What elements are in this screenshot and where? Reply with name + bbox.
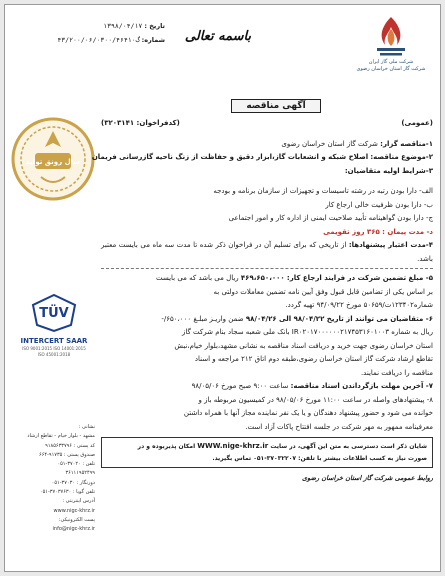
condition-line: د- مدت پیمان : ۳۶۵ روز تقویمی bbox=[323, 227, 433, 236]
tender-type-row bbox=[101, 117, 433, 131]
org-subtitle: شرکت ملی گاز ایران bbox=[368, 59, 414, 65]
address-line: مشهد - بلوار خیام - تقاطع ارشاد bbox=[27, 433, 95, 440]
sticker-text: سال رونق تولید bbox=[25, 158, 81, 166]
address-line: کد پستی : ۹۱۸۵۶۳۳۷۹۶ bbox=[45, 442, 95, 449]
condition-line: الف- دارا بودن رتبه در رشته تاسیسات و تجهیزات از سازمان برنامه و بودجه bbox=[213, 187, 433, 195]
tender-body bbox=[91, 99, 433, 486]
tender-title: آگهی مناقصه bbox=[231, 99, 321, 113]
contact-address bbox=[11, 423, 95, 535]
eligibility-line: مناقصه را دریافت نمایند. bbox=[360, 368, 433, 377]
left-sidebar bbox=[11, 117, 95, 562]
number-label: شماره: bbox=[141, 36, 165, 44]
opening-line: معرفینامه ممهور به مهر شرکت در جلسه افتتاح پاکات آزاد است. bbox=[245, 422, 433, 431]
date-value: ۱۳۹۸/۰۴/۱۷ bbox=[103, 22, 143, 30]
letter-metadata bbox=[15, 19, 165, 47]
item-opening: ۸- پیشنهادهای واصله در ساعت ۱۱:۰۰ مورخ ۹۸/۰۵/۰۶ در کمیسیون مربوطه باز و bbox=[198, 395, 433, 404]
eligibility-line: ریال به شماره IR۰۲۰۱۷۰۰۰۰۰۰۲۱۷۴۵۳۱۶۰۱۰۰۳ بانک ملی شعبه سجاد بنام شرکت گاز bbox=[181, 328, 433, 336]
tender-letter bbox=[4, 4, 441, 572]
address-line: ۳۶۱۱۱۹۵۲۴۹۹ bbox=[65, 470, 95, 477]
item-tenderer: ۱-مناقصه گزار: شرکت گاز استان خراسان رضوی bbox=[281, 139, 433, 148]
guarantee-line: بر اساس یکی از تضامین قابل قبول وفق آیین نامه تضمین معاملات دولتی به bbox=[213, 287, 433, 296]
tuv-certificate bbox=[19, 293, 89, 358]
year-slogan-sticker-icon bbox=[11, 117, 95, 201]
tender-type: (عمومی) bbox=[401, 119, 433, 127]
company-logo bbox=[352, 15, 430, 73]
gas-flame-logo-icon bbox=[371, 15, 411, 59]
address-email-link[interactable]: info@nigc-khrz.ir bbox=[52, 526, 95, 533]
address-website-link[interactable]: www.nigc-khrz.ir bbox=[53, 507, 95, 514]
tuv-subtitle: INTERCERT SAAR bbox=[20, 337, 88, 345]
date-label: تاریخ : bbox=[144, 22, 165, 30]
website-link[interactable]: WWW.nige-khrz.ir bbox=[197, 442, 269, 450]
address-line: آدرس اینترنتی : bbox=[62, 498, 95, 505]
condition-line: ب- دارا بودن ظرفیت خالی ارجاع کار bbox=[325, 200, 433, 209]
guarantee-line: شماره۱۲۳۴۰۲ت/۵۰۶۵۹ مورخ ۹۴/۰۹/۲۲ تهیه گردد. bbox=[285, 301, 433, 309]
item-validity: ۴-مدت اعتبار پیشنهادها: از تاریخی که برای تسلیم آن در فراخوان ذکر شده تا مدت سه ماه می بایست معتبر باشد. bbox=[101, 241, 433, 263]
address-line: تلفن : ۳۷۰۲۰-۰۵۱ bbox=[57, 461, 95, 468]
item-conditions: ۳-شرایط اولیه متقاضیان: bbox=[344, 166, 433, 175]
basmala-heading: باسمه تعالی bbox=[184, 29, 252, 44]
address-line: دورنگار : ۳۷۰۳۰-۰۵۱ bbox=[51, 479, 95, 486]
eligibility-line: استان خراسان رضوی جهت خرید و دریافت اسناد مناقصه به نشانی مشهد،بلوار خیام،نبش bbox=[174, 341, 433, 350]
item-guarantee: ۵- مبلغ تضمین شرکت در فرایند ارجاع کار: ۴۶۹،۶۵۰،۰۰۰ ریال می باشد که می بایست bbox=[155, 274, 433, 282]
item-subject: ۲-موضوع مناقصه: اصلاح شبکه و انشعابات گاز،ابزار دقیق و حفاظت از زنگ ناحیه گازرسانی فریمان bbox=[91, 153, 433, 161]
tuv-cert-list: ISO 9001:2015 ISO 14001:2015 ISO 45001:2018 bbox=[22, 346, 86, 357]
public-relations-signature: روابط عمومی شرکت گاز استان خراسان رضوی bbox=[302, 474, 433, 482]
footer-notice: شایان ذکر است دسترسی به متن این آگهی، در سایت WWW.nige-khrz.ir امکان پذیربوده و در صورت نیاز به کسب اطلاعات بیشتر با تلفن: ۳۷۰۳۲۲۰۷-۰۵۱ تماس بگیرید. bbox=[101, 437, 433, 468]
tuv-badge-icon bbox=[31, 293, 77, 333]
address-line: نشانی : bbox=[78, 424, 95, 430]
tuv-badge-name: TÜV bbox=[39, 306, 69, 321]
address-line: صندوق پستی : ۹۱۷۳۵-۶۶۴ bbox=[39, 451, 95, 458]
address-line: تلفن گویا : ۳۷۰۳۷۶۳۰-۰۵۱ bbox=[39, 489, 95, 496]
number-value: گ۴۳/۲۰۰/۰۶/۰۳۰۰/۴۶۴۱۰ bbox=[57, 36, 140, 44]
condition-line: ج- دارا بودن گواهینامه تأیید صلاحیت ایمنی از اداره کار و امور اجتماعی bbox=[228, 214, 433, 222]
address-line: پست الکترونیکی: bbox=[58, 516, 95, 523]
item-deadline: ۷- آخرین مهلت بازگرداندن اسناد مناقصه: ساعت ۹:۰۰ صبح مورخ ۹۸/۰۵/۰۶ bbox=[191, 382, 433, 390]
tender-code: (کدفراخوان: ۳۲۰۳۱۴۱) bbox=[101, 119, 180, 127]
footer-phone-line: صورت نیاز به کسب اطلاعات بیشتر با تلفن: ۳۷۰۳۲۲۰۷-۰۵۱ تماس بگیرید. bbox=[212, 455, 427, 462]
opening-line: خوانده می شود و حضور پیشنهاد دهندگان و یا یک نفر نماینده مجاز آنها با همراه داشتن bbox=[183, 409, 433, 417]
item-eligibility: ۶- متقاضیان می توانند از تاریخ ۹۸/۰۴/۲۲ الی ۹۸/۰۴/۲۶ ضمن واریـز مبلـغ ۶۵۰،۰۰۰/- bbox=[161, 314, 433, 323]
org-name: شرکت گاز استان خراسان رضوی bbox=[356, 66, 426, 72]
eligibility-line: تقاطع ارشاد شرکت گاز استان خراسان رضوی،طبقه دوم اتاق ۲۱۲ مراجعه و اسناد bbox=[194, 355, 433, 363]
